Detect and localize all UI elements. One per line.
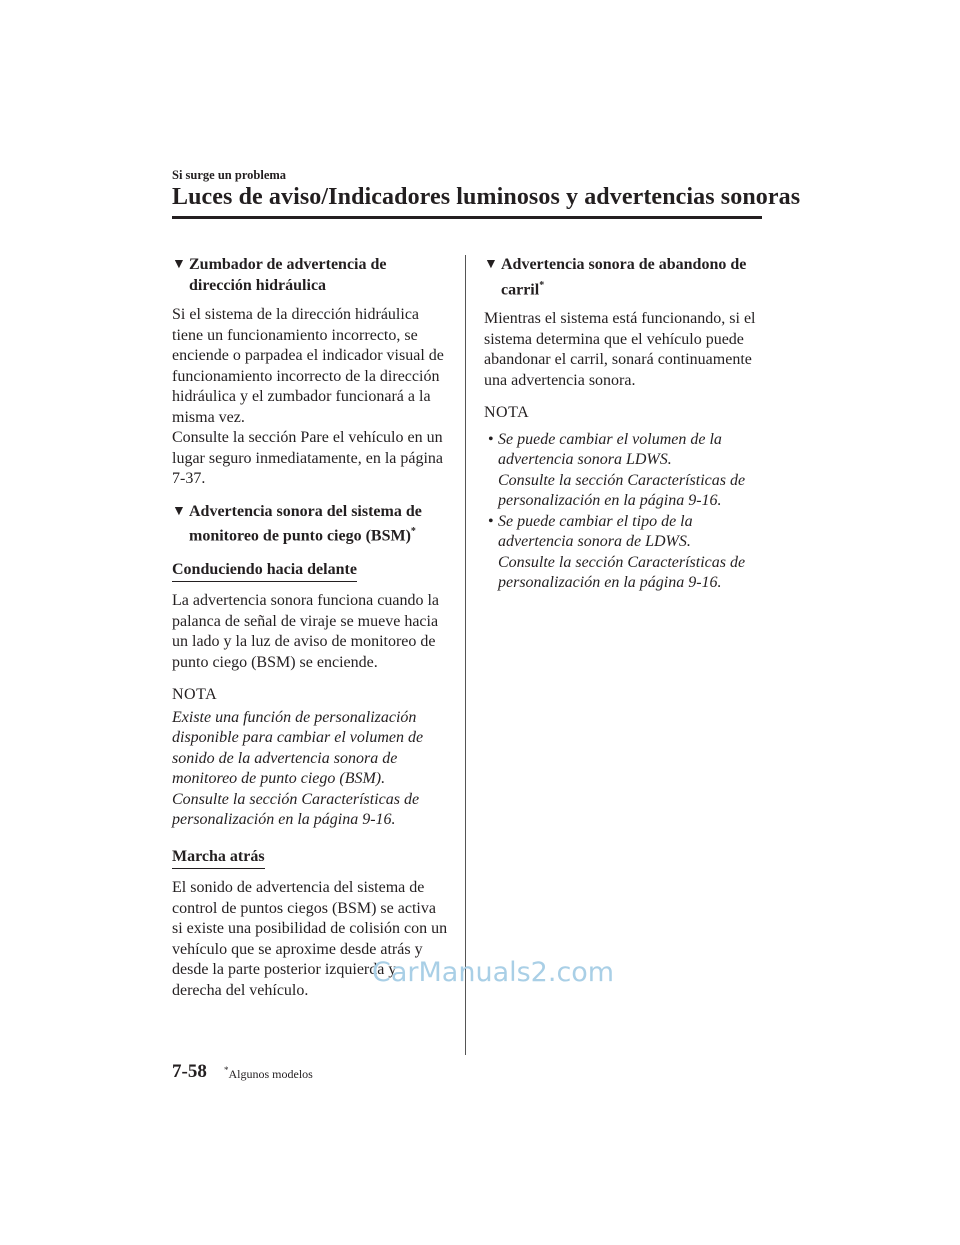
subheading-forward: Conduciendo hacia delante bbox=[172, 560, 357, 583]
paragraph: Si el sistema de la dirección hidráulica tiene un funcionamiento incorrecto, se enciende o parpadea el indicador visual de funcionamiento incorrecto de la dirección hidráulica y el zumbador funcionará a la misma vez. bbox=[172, 306, 444, 426]
triangle-icon: ▼ bbox=[484, 257, 498, 272]
right-column bbox=[484, 255, 762, 594]
asterisk-mark: * bbox=[224, 1065, 229, 1075]
heading-text: Advertencia sonora del sistema de monitoreo de punto ciego (BSM) bbox=[189, 502, 422, 545]
nota-label: NOTA bbox=[172, 686, 218, 704]
paragraph: La advertencia sonora funciona cuando la palanca de señal de viraje se mueve hacia un lado y la luz de aviso de monitoreo de punto ciego (BSM) se enciende. bbox=[172, 592, 439, 671]
nota-label: NOTA bbox=[484, 404, 530, 422]
bullet-icon: • bbox=[488, 512, 494, 530]
footnote bbox=[224, 1065, 313, 1082]
heading-text: Advertencia sonora de abandono de carril bbox=[501, 256, 747, 298]
paragraph: Mientras el sistema está funcionando, si el sistema determina que el vehículo puede abandonar el carril, sonará continuamente una advertencia sonora. bbox=[484, 310, 756, 389]
heading-bsm-warning bbox=[172, 502, 450, 547]
asterisk-mark: * bbox=[539, 279, 545, 291]
footnote-text: Algunos modelos bbox=[228, 1067, 313, 1081]
heading-power-steering-buzzer bbox=[172, 255, 450, 296]
paragraph: El sonido de advertencia del sistema de control de puntos ciegos (BSM) se activa si existe una posibilidad de colisión con un vehículo que se aproxime desde atrás y desde la parte posterior izquierda y derecha del vehículo. bbox=[172, 879, 448, 999]
bullet-text: Se puede cambiar el volumen de la advertencia sonora LDWS. bbox=[498, 430, 722, 469]
bullet-item bbox=[484, 512, 762, 594]
triangle-icon: ▼ bbox=[172, 503, 186, 519]
left-column bbox=[172, 255, 450, 1013]
watermark: CarManuals2.com bbox=[372, 957, 615, 988]
bullet-item bbox=[484, 430, 762, 512]
triangle-icon: ▼ bbox=[172, 257, 186, 272]
asterisk-mark: * bbox=[410, 526, 416, 537]
title-rule bbox=[172, 216, 762, 219]
heading-lane-departure bbox=[484, 255, 762, 300]
bullet-text: Se puede cambiar el tipo de la advertencia sonora de LDWS. bbox=[498, 512, 693, 551]
paragraph: Consulte la sección Pare el vehículo en un lugar seguro inmediatamente, en la página 7-37. bbox=[172, 429, 444, 487]
section-label: Si surge un problema bbox=[172, 168, 287, 182]
nota-text: Consulte la sección Características de personalización en la página 9-16. bbox=[172, 790, 420, 829]
nota-text: Existe una función de personalización disponible para cambiar el volumen de sonido de la advertencia sonora de monitoreo de punto ciego (BSM). bbox=[172, 708, 424, 788]
chapter-title: Luces de aviso/Indicadores luminosos y advertencias sonoras bbox=[172, 184, 801, 210]
heading-text: Zumbador de advertencia de dirección hidráulica bbox=[189, 256, 387, 294]
bullet-icon: • bbox=[488, 430, 494, 448]
bullet-text: Consulte la sección Características de personalización en la página 9-16. bbox=[498, 553, 746, 592]
bullet-text: Consulte la sección Características de personalización en la página 9-16. bbox=[498, 471, 746, 510]
column-divider bbox=[465, 255, 466, 1055]
page-number: 7-58 bbox=[172, 1061, 207, 1082]
subheading-reverse: Marcha atrás bbox=[172, 847, 265, 870]
